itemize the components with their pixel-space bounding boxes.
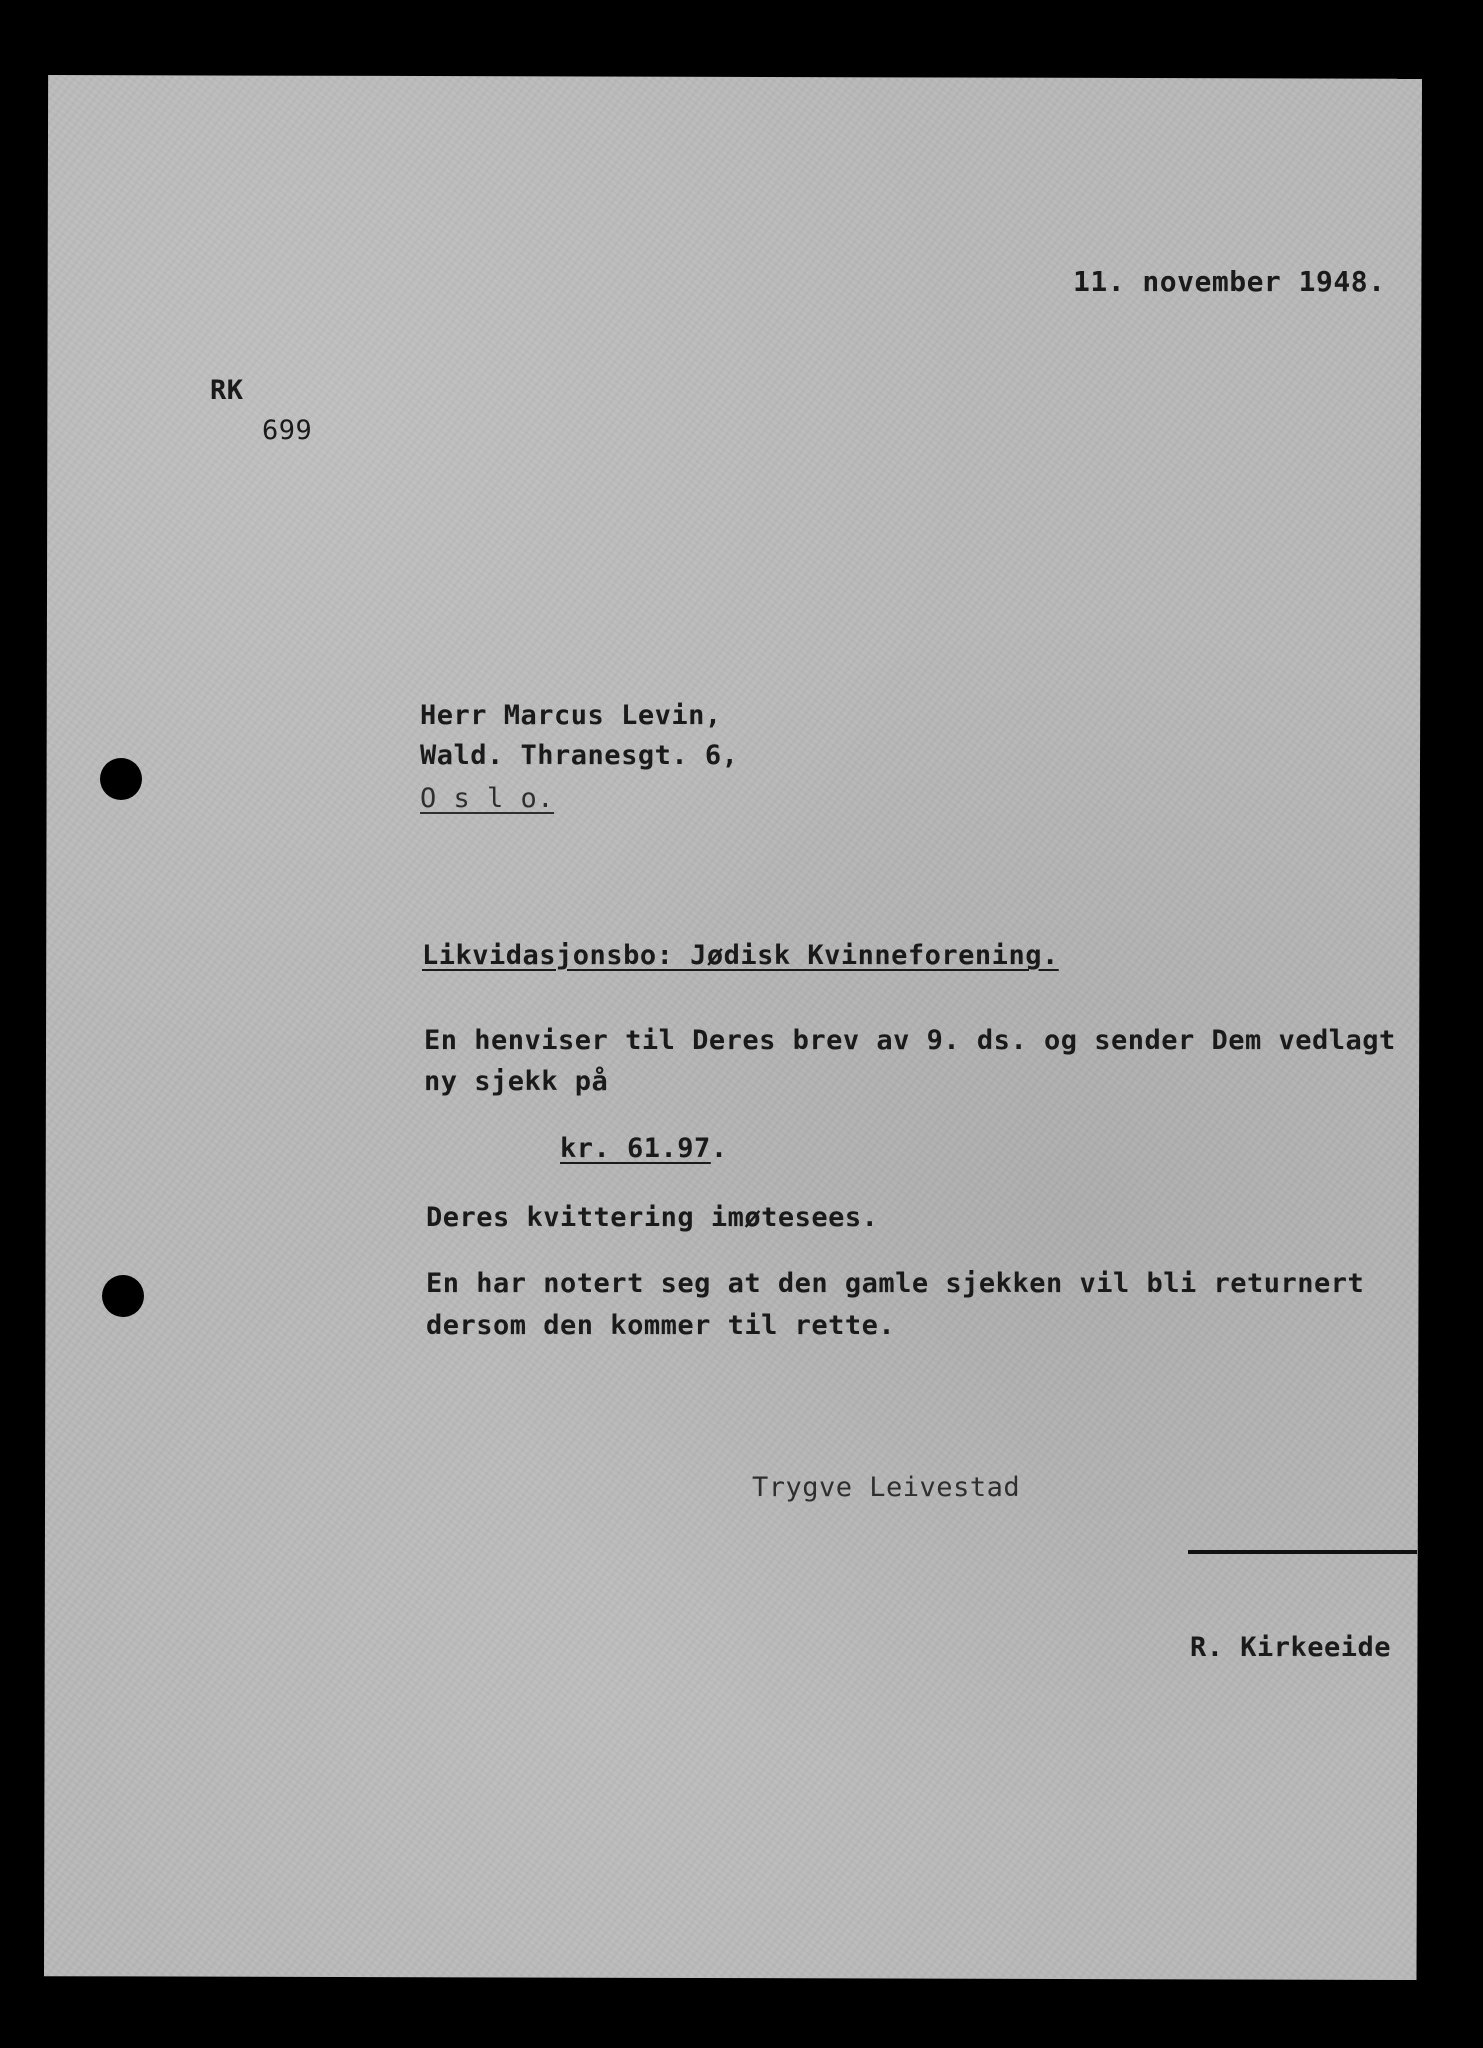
recipient-street: Wald. Thranesgt. 6, [420,740,739,771]
letter-date: 11. november 1948. [1073,265,1386,298]
punch-hole [100,758,142,800]
reference-code: RK [210,375,244,406]
reference-number: 699 [262,415,313,446]
amount-line [560,1133,728,1164]
receipt-line: Deres kvittering imøtesees. [426,1202,879,1233]
note-line-2: dersom den kommer til rette. [426,1310,896,1341]
amount-period: . [710,1133,728,1164]
recipient-name: Herr Marcus Levin, [420,700,722,731]
body-line-1: En henviser til Deres brev av 9. ds. og sender Dem vedlagt [424,1025,1396,1056]
note-line-1: En har notert seg at den gamle sjekken vil bli returnert [426,1268,1365,1299]
cosigner-name: R. Kirkeeide [1190,1632,1392,1663]
amount-value: kr. 61.97 [560,1133,711,1164]
signer-name: Trygve Leivestad [752,1472,1021,1503]
recipient-city: O s l o. [420,783,555,814]
punch-hole [102,1275,144,1317]
body-line-2: ny sjekk på [424,1066,609,1097]
subject-line: Likvidasjonsbo: Jødisk Kvinneforening. [422,940,1059,971]
signature-line [1188,1550,1417,1554]
